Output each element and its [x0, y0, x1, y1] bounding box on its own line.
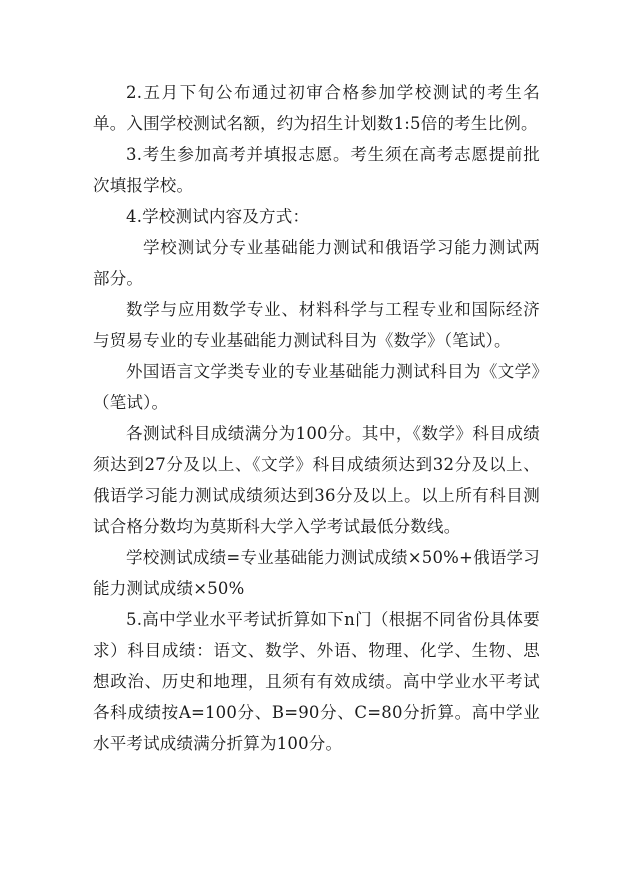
- document-body: [93, 77, 540, 759]
- paragraph-item-5: 5.高中学业水平考试折算如下n门（根据不同省份具体要求）科目成绩：语文、数学、外语、物理、化学、生物、思想政治、历史和地理，且须有有效成绩。高中学业水平考试各科成绩按A=100分、B=90分、C=80分折算。高中学业水平考试成绩满分折算为100分。: [93, 610, 540, 753]
- paragraph-item-4: 4.学校测试内容及方式：: [126, 207, 310, 226]
- paragraph-score-formula: 学校测试成绩=专业基础能力测试成绩×50%+俄语学习能力测试成绩×50%: [93, 548, 540, 598]
- paragraph-math-subject: 数学与应用数学专业、材料科学与工程专业和国际经济与贸易专业的专业基础能力测试科目为《数学》（笔试）。: [93, 300, 540, 350]
- paragraph-score-thresholds: 各测试科目成绩满分为100分。其中，《数学》科目成绩须达到27分及以上、《文学》科目成绩须达到32分及以上、俄语学习能力测试成绩须达到36分及以上。以上所有科目测试合格分数均为莫斯科大学入学考试最低分数线。: [93, 424, 540, 536]
- paragraph-item-2: 2.五月下旬公布通过初审合格参加学校测试的考生名单。入围学校测试名额，约为招生计划数1:5倍的考生比例。: [93, 83, 540, 133]
- paragraph-item-3: 3.考生参加高考并填报志愿。考生须在高考志愿提前批次填报学校。: [93, 145, 540, 195]
- paragraph-literature-subject: 外国语言文学类专业的专业基础能力测试科目为《文学》（笔试）。: [93, 362, 540, 412]
- paragraph-test-composition: 学校测试分专业基础能力测试和俄语学习能力测试两部分。: [93, 238, 540, 288]
